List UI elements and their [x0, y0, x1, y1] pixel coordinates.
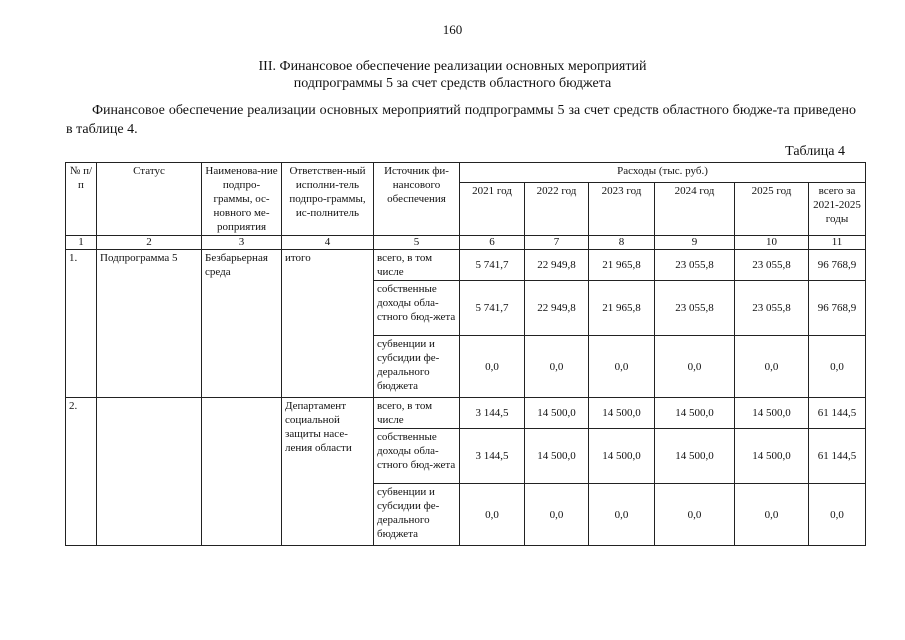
row-value: 14 500,0 — [655, 398, 735, 429]
column-index: 11 — [809, 236, 866, 250]
section-heading — [0, 58, 905, 92]
row-value: 3 144,5 — [460, 429, 525, 484]
row-value: 14 500,0 — [655, 429, 735, 484]
column-index: 4 — [282, 236, 374, 250]
row-value: 0,0 — [525, 336, 589, 398]
row-value: 14 500,0 — [525, 429, 589, 484]
row-value: 61 144,5 — [809, 398, 866, 429]
column-index-row — [66, 236, 866, 250]
financing-table — [65, 162, 866, 546]
table-row — [66, 250, 866, 281]
header-row — [66, 163, 866, 183]
row-value: 0,0 — [460, 484, 525, 546]
table-caption: Таблица 4 — [785, 144, 845, 159]
header-num: № п/п — [66, 163, 97, 236]
section-heading-line-2: подпрограммы 5 за счет средств областного бюджета — [293, 76, 612, 91]
header-responsible: Ответствен-ный исполни-тель подпро-граммы, ис-полнитель — [282, 163, 374, 236]
row-value: 96 768,9 — [809, 250, 866, 281]
row-value: 0,0 — [589, 484, 655, 546]
column-index: 9 — [655, 236, 735, 250]
row-num: 2. — [66, 398, 97, 546]
header-year: 2024 год — [655, 183, 735, 236]
row-value: 14 500,0 — [525, 398, 589, 429]
header-total: всего за 2021-2025 годы — [809, 183, 866, 236]
row-value: 0,0 — [735, 484, 809, 546]
row-value: 23 055,8 — [655, 250, 735, 281]
header-year: 2021 год — [460, 183, 525, 236]
row-value: 23 055,8 — [655, 281, 735, 336]
column-index: 1 — [66, 236, 97, 250]
section-heading-line-1: III. Финансовое обеспечение реализации основных мероприятий — [258, 59, 647, 74]
row-source: субвенции и субсидии фе-дерального бюджета — [374, 484, 460, 546]
row-source: собственные доходы обла-стного бюд-жета — [374, 429, 460, 484]
page-number: 160 — [442, 22, 463, 37]
row-source: собственные доходы обла-стного бюд-жета — [374, 281, 460, 336]
row-value: 22 949,8 — [525, 250, 589, 281]
row-num: 1. — [66, 250, 97, 398]
row-source: субвенции и субсидии фе-дерального бюджета — [374, 336, 460, 398]
header-source: Источник фи-нансового обеспечения — [374, 163, 460, 236]
header-year: 2025 год — [735, 183, 809, 236]
row-value: 23 055,8 — [735, 250, 809, 281]
header-name: Наименова-ние подпро-граммы, ос-новного ме-роприятия — [202, 163, 282, 236]
row-value: 5 741,7 — [460, 250, 525, 281]
row-value: 0,0 — [525, 484, 589, 546]
row-value: 21 965,8 — [589, 250, 655, 281]
column-index: 5 — [374, 236, 460, 250]
row-responsible: Департамент социальной защиты насе-ления области — [282, 398, 374, 546]
row-value: 0,0 — [809, 484, 866, 546]
row-value: 14 500,0 — [589, 429, 655, 484]
row-name: Безбарьерная среда — [202, 250, 282, 398]
column-index: 6 — [460, 236, 525, 250]
row-value: 5 741,7 — [460, 281, 525, 336]
intro-paragraph: Финансовое обеспечение реализации основных мероприятий подпрограммы 5 за счет средств областного бюдже-та приведено в таблице 4. — [66, 103, 856, 137]
row-name — [202, 398, 282, 546]
row-value: 14 500,0 — [589, 398, 655, 429]
header-expenses: Расходы (тыс. руб.) — [460, 163, 866, 183]
column-index: 7 — [525, 236, 589, 250]
row-value: 0,0 — [589, 336, 655, 398]
column-index: 8 — [589, 236, 655, 250]
row-value: 14 500,0 — [735, 429, 809, 484]
row-value: 96 768,9 — [809, 281, 866, 336]
row-value: 3 144,5 — [460, 398, 525, 429]
row-source: всего, в том числе — [374, 398, 460, 429]
row-value: 0,0 — [460, 336, 525, 398]
table-row — [66, 398, 866, 429]
row-value: 22 949,8 — [525, 281, 589, 336]
row-value: 14 500,0 — [735, 398, 809, 429]
column-index: 3 — [202, 236, 282, 250]
row-value: 61 144,5 — [809, 429, 866, 484]
row-responsible: итого — [282, 250, 374, 398]
row-status: Подпрограмма 5 — [97, 250, 202, 398]
row-value: 21 965,8 — [589, 281, 655, 336]
column-index: 10 — [735, 236, 809, 250]
row-value: 23 055,8 — [735, 281, 809, 336]
row-status — [97, 398, 202, 546]
column-index: 2 — [97, 236, 202, 250]
row-value: 0,0 — [735, 336, 809, 398]
header-year: 2022 год — [525, 183, 589, 236]
header-status: Статус — [97, 163, 202, 236]
row-value: 0,0 — [655, 336, 735, 398]
row-value: 0,0 — [655, 484, 735, 546]
row-value: 0,0 — [809, 336, 866, 398]
row-source: всего, в том числе — [374, 250, 460, 281]
header-year: 2023 год — [589, 183, 655, 236]
